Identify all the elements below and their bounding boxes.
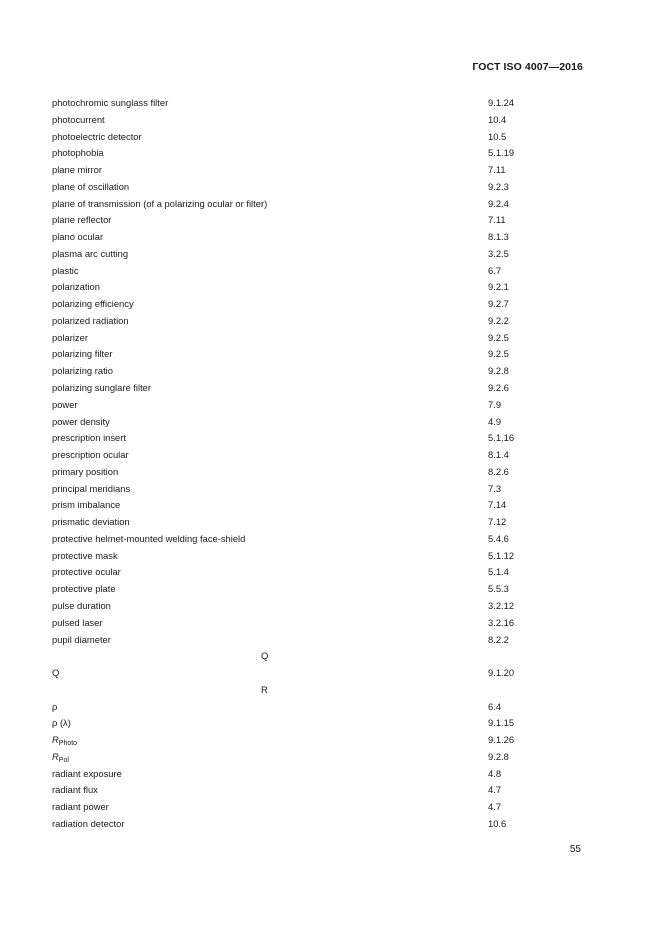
index-reference: 5.4.6 [488, 532, 509, 544]
index-term: Q [52, 667, 60, 679]
index-term: radiant flux [52, 784, 98, 796]
index-reference: 5.1.16 [488, 432, 515, 444]
index-entry [52, 162, 572, 179]
index-term: polarizing sunglare filter [52, 382, 152, 394]
symbol-subscript: Photo [58, 740, 78, 748]
index-entry [52, 129, 572, 146]
index-reference: 7.11 [488, 164, 506, 176]
index-term: protective helmet-mounted welding face-shield [52, 532, 246, 544]
index-term: polarizer [52, 331, 88, 343]
index-term: photochromic sunglass filter [52, 97, 169, 108]
index-entry [52, 699, 572, 716]
index-reference: 9.2.4 [488, 197, 509, 209]
index-entry [52, 414, 572, 431]
index-term: protective ocular [52, 566, 121, 578]
index-reference: 8.1.4 [488, 449, 509, 461]
index-reference: 9.1.20 [488, 667, 515, 679]
index-reference: 7.12 [488, 516, 507, 528]
index-term: plano ocular [52, 231, 104, 243]
page-number: 55 [569, 844, 581, 855]
index-reference: 9.2.6 [488, 382, 509, 394]
index-reference: 5.5.3 [488, 583, 509, 595]
index-entry [52, 296, 572, 313]
index-entry [52, 112, 572, 129]
index-entry [52, 447, 572, 464]
index-term: protective mask [52, 549, 118, 561]
index-term: pulse duration [52, 599, 111, 611]
index-reference: 9.1.15 [488, 717, 515, 729]
index-term: prescription insert [52, 432, 126, 444]
index-term: polarizing ratio [52, 365, 113, 377]
index-term: pupil diameter [52, 633, 111, 645]
index-term: pulsed laser [52, 616, 103, 628]
index-entry [52, 346, 572, 363]
index-entry [52, 497, 572, 514]
index-entry [52, 749, 572, 766]
index-entry [52, 581, 572, 598]
index-reference: 8.1.3 [488, 231, 509, 243]
index-term: power [52, 398, 78, 410]
index-entry [52, 564, 572, 581]
index-entry [52, 665, 572, 682]
index-term: radiant power [52, 801, 109, 813]
index-entry [52, 816, 572, 833]
index-term: plasma arc cutting [52, 247, 129, 259]
index-term: photocurrent [52, 113, 105, 125]
index-entry [52, 548, 572, 565]
index-entry [52, 212, 572, 229]
index-term: plastic [52, 264, 79, 276]
index-entry [52, 632, 572, 649]
index-reference: 4.7 [488, 784, 502, 796]
index-term: prismatic deviation [52, 516, 130, 528]
symbol-subscript: Pol [58, 756, 69, 764]
index-reference: 7.11 [488, 214, 506, 226]
index-term: polarization [52, 281, 100, 293]
index-reference: 9.2.3 [488, 180, 509, 192]
index-reference: 3.2.16 [488, 616, 515, 628]
index-reference: 6.4 [488, 700, 502, 712]
index-reference: 4.7 [488, 801, 502, 813]
index-term: prism imbalance [52, 499, 121, 511]
index-entry [52, 246, 572, 263]
index-entry [52, 263, 572, 280]
index-entry [52, 615, 572, 632]
index-entry [52, 464, 572, 481]
index-entry [52, 430, 572, 447]
index-term: polarizing efficiency [52, 298, 134, 310]
index-reference: 4.9 [488, 415, 502, 427]
index-reference: 9.1.26 [488, 734, 515, 746]
index-term: prescription ocular [52, 449, 129, 461]
index-entry [52, 766, 572, 783]
symbol-letter: R [52, 734, 59, 746]
index-term: radiant exposure [52, 767, 122, 779]
document-header: ГОСТ ISO 4007—2016 [472, 61, 583, 73]
index-reference: 6.7 [488, 264, 502, 276]
index-term: radiation detector [52, 817, 125, 829]
index-reference: 8.2.6 [488, 465, 509, 477]
index-entry [52, 145, 572, 162]
index-reference: 4.8 [488, 767, 502, 779]
index-term: power density [52, 415, 110, 427]
index-reference: 9.2.8 [488, 750, 509, 762]
index-entry [52, 279, 572, 296]
index-reference: 9.2.7 [488, 298, 509, 310]
index-entry [52, 313, 572, 330]
index-entry [52, 732, 572, 749]
index-term: photoelectric detector [52, 130, 142, 142]
index-reference: 7.9 [488, 398, 502, 410]
index-term: plane of oscillation [52, 180, 130, 192]
index-reference: 3.2.5 [488, 247, 509, 259]
index-term: polarizing filter [52, 348, 113, 360]
index-reference: 10.5 [488, 130, 507, 142]
index-entry [52, 229, 572, 246]
index-reference: 10.4 [488, 113, 507, 125]
index-entry [52, 782, 572, 799]
index-entry [52, 179, 572, 196]
index-entry [52, 598, 572, 615]
index-entry [52, 95, 572, 112]
index-term: ρ [52, 700, 58, 712]
index-reference: 9.2.1 [488, 281, 509, 293]
section-heading-q [52, 648, 572, 665]
section-letter: R [261, 683, 268, 695]
index-entry [52, 380, 572, 397]
section-heading-r [52, 682, 572, 699]
index-term: primary position [52, 465, 119, 477]
index-reference: 7.3 [488, 482, 502, 494]
symbol-letter: R [52, 750, 59, 762]
index-reference: 9.1.24 [488, 97, 515, 108]
index-entry [52, 799, 572, 816]
index-entry [52, 531, 572, 548]
index-reference: 9.2.2 [488, 314, 509, 326]
index-reference: 9.2.5 [488, 348, 509, 360]
index-entry [52, 363, 572, 380]
index-reference: 5.1.19 [488, 147, 515, 159]
index-reference: 7.14 [488, 499, 507, 511]
index-entry [52, 481, 572, 498]
index-term: protective plate [52, 583, 116, 595]
alphabetical-index [52, 95, 572, 833]
index-term: principal meridians [52, 482, 131, 494]
index-reference: 9.2.8 [488, 365, 509, 377]
index-reference: 5.1.4 [488, 566, 509, 578]
index-reference: 8.2.2 [488, 633, 509, 645]
index-reference: 9.2.5 [488, 331, 509, 343]
index-term-symbol [52, 732, 77, 749]
index-term: plane of transmission (of a polarizing ocular or filter) [52, 197, 268, 209]
index-term: plane mirror [52, 164, 103, 176]
index-entry [52, 196, 572, 213]
index-reference: 3.2.12 [488, 599, 515, 611]
index-term: plane reflector [52, 214, 112, 226]
index-entry [52, 514, 572, 531]
index-entry [52, 397, 572, 414]
index-term: polarized radiation [52, 314, 129, 326]
index-term-symbol [52, 749, 69, 766]
index-term: ρ (λ) [52, 717, 71, 729]
index-entry [52, 715, 572, 732]
section-letter: Q [261, 650, 269, 662]
index-term: photophobia [52, 147, 104, 159]
index-reference: 5.1.12 [488, 549, 515, 561]
index-reference: 10.6 [488, 817, 507, 829]
index-entry [52, 330, 572, 347]
